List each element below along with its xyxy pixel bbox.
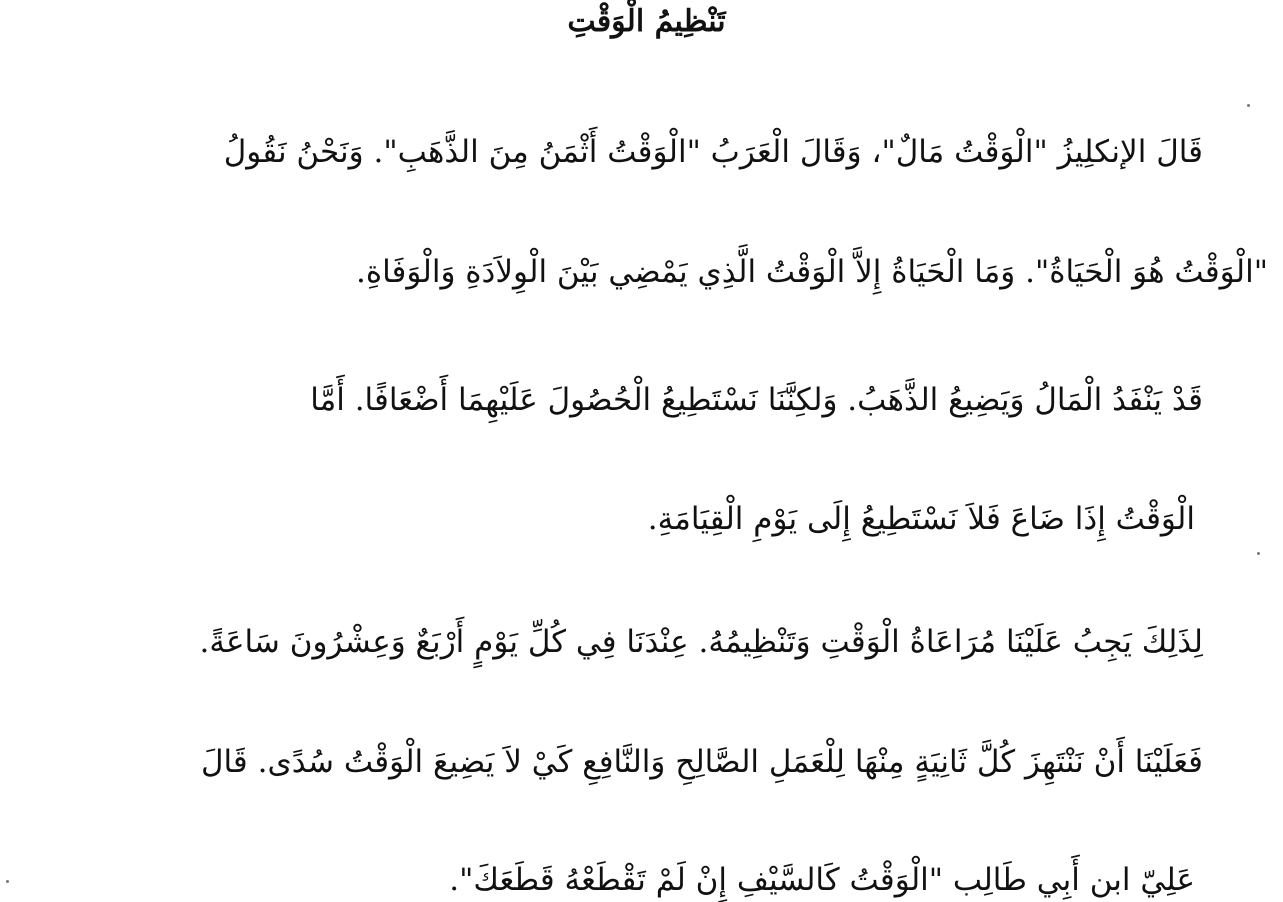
paragraph-line-1: قَالَ الإنكلِيزُ "الْوَقْتُ مَالٌ"، وَقَالَ الْعَرَبُ "الْوَقْتُ أَثْمَنُ مِنَ الذَّهَبِ". وَنَحْنُ نَقُولُ bbox=[223, 134, 1203, 170]
paragraph-line-2: "الْوَقْتُ هُوَ الْحَيَاةُ". وَمَا الْحَيَاةُ إِلاَّ الْوَقْتُ الَّذِي يَمْضِي بَيْنَ الْوِلاَدَةِ وَالْوَفَاةِ. bbox=[356, 254, 1268, 290]
paragraph-line-4: الْوَقْتُ إِذَا ضَاعَ فَلاَ نَسْتَطِيعُ إِلَى يَوْمِ الْقِيَامَةِ. bbox=[647, 501, 1195, 537]
scan-speck bbox=[6, 880, 9, 883]
document-title: تَنْظِيمُ الْوَقْتِ bbox=[567, 4, 726, 39]
paragraph-line-7: عَلِيّ ابن أَبِي طَالِب "الْوَقْتُ كَالسَّيْفِ إِنْ لَمْ تَقْطَعْهُ قَطَعَكَ". bbox=[449, 862, 1195, 898]
paragraph-line-5: لِذَلِكَ يَجِبُ عَلَيْنَا مُرَاعَاةُ الْوَقْتِ وَتَنْظِيمُهُ. عِنْدَنَا فِي كُلِّ يَوْمٍ أَرْبَعٌ وَعِشْرُونَ سَاعَةً. bbox=[199, 624, 1203, 660]
paragraph-line-3: قَدْ يَنْفَدُ الْمَالُ وَيَضِيعُ الذَّهَبُ. وَلكِنَّنَا نَسْتَطِيعُ الْحُصُولَ عَلَيْهِمَا أَضْعَافًا. أَمَّا bbox=[310, 382, 1203, 418]
scan-speck bbox=[1257, 552, 1260, 555]
paragraph-line-6: فَعَلَيْنَا أَنْ نَنْتَهِزَ كُلَّ ثَانِيَةٍ مِنْهَا لِلْعَمَلِ الصَّالِحِ وَالنَّافِعِ كَيْ لاَ يَضِيعَ الْوَقْتُ سُدًى. قَالَ bbox=[200, 744, 1203, 780]
scan-speck bbox=[1247, 104, 1250, 107]
